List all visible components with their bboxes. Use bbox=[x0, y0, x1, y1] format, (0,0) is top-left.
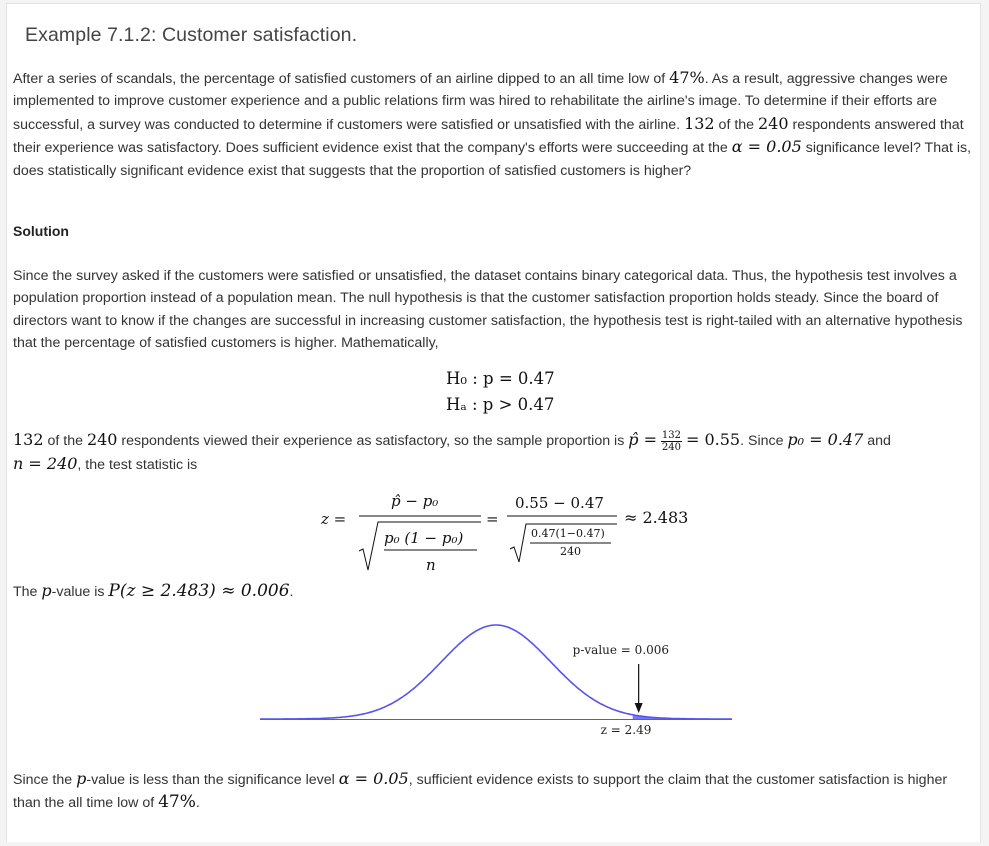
solution-heading: Solution bbox=[13, 223, 69, 239]
formula-z: z = bbox=[321, 510, 347, 528]
math-low: 47% bbox=[669, 68, 705, 87]
phat-fraction: $\frac{132}{240}$ bbox=[661, 429, 682, 453]
formula-den2-num: 0.47(1−0.47) bbox=[531, 527, 605, 540]
formula-result: ≈ 2.483 bbox=[624, 508, 689, 527]
formula-den1-num: p₀ (1 − p₀) bbox=[384, 529, 464, 547]
formula-eq: = bbox=[486, 510, 499, 528]
sample-paragraph: 132 of the 240 respondents viewed their experience as satisfactory, so the sample proportion is p̂ = $\frac{132}{240}$ = 0.55. Since p₀ = 0.47 and n = 240, the test statistic is bbox=[13, 429, 891, 473]
example-title: Example 7.1.2: Customer satisfaction. bbox=[25, 24, 358, 46]
pvalue-arrow-head bbox=[635, 703, 643, 713]
formula-num1: p̂ − p₀ bbox=[391, 492, 439, 510]
math-alpha: α = 0.05 bbox=[731, 137, 802, 157]
z-value-label: z = 2.49 bbox=[600, 723, 652, 737]
pvalue-line: The p-value is P(z ≥ 2.483) ≈ 0.006. bbox=[13, 581, 294, 601]
p-value-tail-area bbox=[633, 715, 732, 719]
conclusion-paragraph: Since the p-value is less than the significance level α = 0.05, sufficient evidence exists to support the claim that the customer satisfaction is higher than the all time low of 47%. bbox=[13, 769, 948, 813]
pvalue-annotation: p-value = 0.006 bbox=[572, 643, 670, 657]
alternative-hypothesis: Hₐ : p > 0.47 bbox=[446, 395, 555, 414]
formula-den1-den: n bbox=[426, 556, 436, 574]
example-card bbox=[6, 3, 981, 842]
problem-paragraph: After a series of scandals, the percentage of satisfied customers of an airline dipped to an all time low of 47%. As a result, aggressive changes were implemented to improve customer experience and a public relations firm was hired to rehabilitate the airline's image. To determine if their efforts are successful, a survey was conducted to determine if customers were satisfied or unsatisfied with the airline. 132 of the 240 respondents answered that their experience was satisfactory. Does sufficient evidence exist that the company's efforts were succeeding at the α = 0.05 significance level? That is, does statistically significant evidence exist that suggests that the proportion of satisfied customers is higher? bbox=[13, 68, 972, 179]
normal-curve bbox=[260, 625, 732, 719]
null-hypothesis: H₀ : p = 0.47 bbox=[446, 369, 555, 388]
formula-den2-den: 240 bbox=[560, 545, 581, 558]
formula-num2: 0.55 − 0.47 bbox=[515, 494, 604, 512]
solution-paragraph: Since the survey asked if the customers were satisfied or unsatisfied, the dataset contains binary categorical data. Thus, the hypothesis test involves a population proportion instead of a population mean. The null hypothesis is that the customer satisfaction proportion holds steady. Since the board of directors want to know if the changes are successful in increasing customer satisfaction, the hypothesis test is right-tailed with an alternative hypothesis that the percentage of satisfied customers is higher. Mathematically, bbox=[13, 268, 963, 352]
